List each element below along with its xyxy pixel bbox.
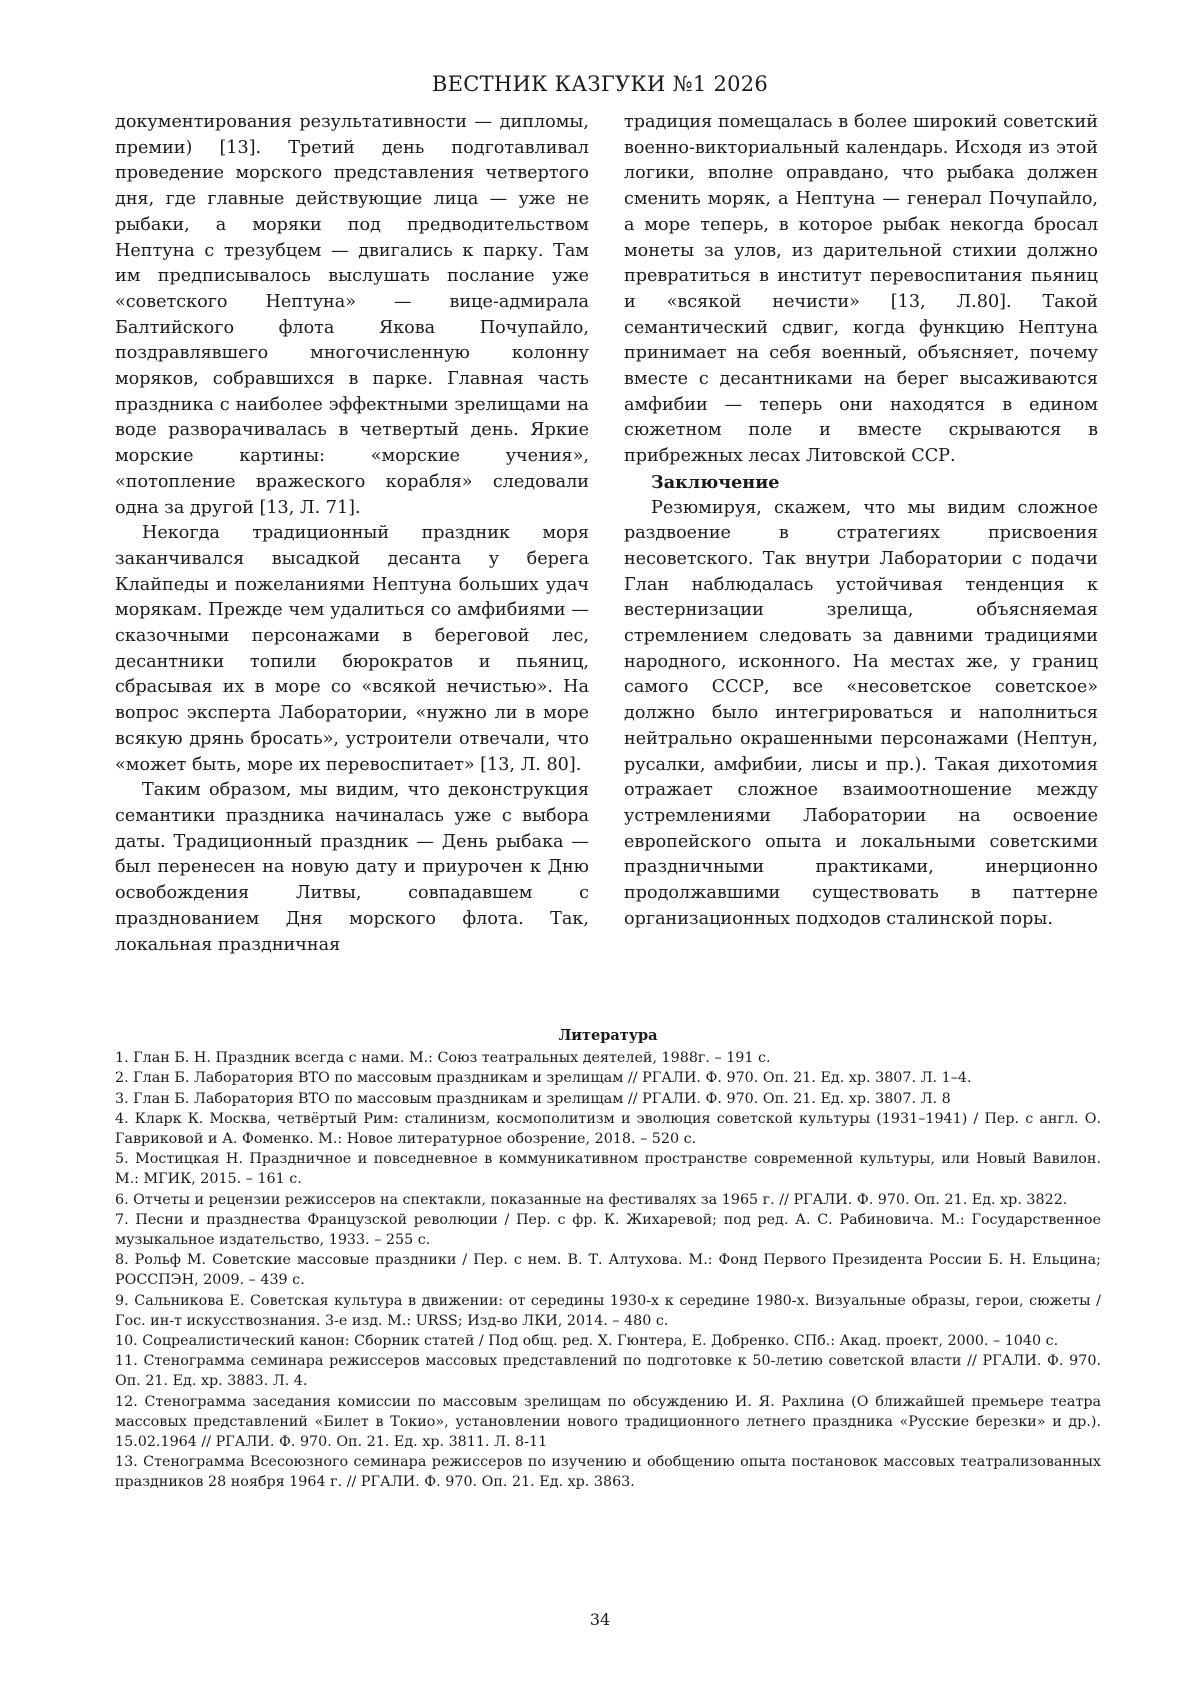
paragraph: Некогда традиционный праздник моря заканчивался высадкой десанта у берега Клайпеды и пожеланиями Нептуна больших удач морякам. Прежде чем удалиться со амфибиями — сказочными персонажами в береговой лес, десантники топили бюрократов и пьяниц, сбрасывая их в море со «всякой нечистью». На вопрос эксперта Лаборатории, «нужно ли в море всякую дрянь бросать», устроители отвечали, что «может быть, море их перевоспитает» [13, Л. 80]. xyxy=(115,523,589,775)
reference-item: 3. Глан Б. Лаборатория ВТО по массовым праздникам и зрелищам // РГАЛИ. Ф. 970. Оп. 21. Ед. хр. 3807. Л. 8 xyxy=(115,1090,951,1107)
reference-item: 2. Глан Б. Лаборатория ВТО по массовым праздникам и зрелищам // РГАЛИ. Ф. 970. Оп. 21. Ед. хр. 3807. Л. 1–4. xyxy=(115,1070,972,1087)
reference-item: 8. Рольф М. Советские массовые праздники / Пер. с нем. В. Т. Алтухова. М.: Фонд Первого Президента России Б. Н. Ельцина; РОССПЭН, 2009. – 439 с. xyxy=(115,1252,1101,1289)
page-number: 34 xyxy=(589,1610,611,1629)
paragraph: Резюмируя, скажем, что мы видим сложное раздвоение в стратегиях присвоения несоветского. Так внутри Лаборатории с подачи Глан наблюдалась устойчивая тенденция к вестернизации зрелища, объясняемая стремлением следовать за давними традициями народного, исконного. На местах же, у границ самого СССР, все «несоветское советское» должно было интегрироваться и наполниться нейтрально окрашенными персонажами (Нептун, русалки, амфибии, лисы и пр.). Такая дихотомия отражает сложное взаимоотношение между устремлениями Лаборатории на освоение европейского опыта и локальными советскими праздничными практиками, инерционно продолжавшими существовать в паттерне организационных подходов сталинской поры. xyxy=(624,497,1098,929)
reference-item: 1. Глан Б. Н. Праздник всегда с нами. М.: Союз театральных деятелей, 1988г. – 191 с. xyxy=(115,1050,771,1067)
paragraph: традиция помещалась в более широкий советский военно-викториальный календарь. Исходя из этой логики, вполне оправдано, что рыбака должен сменить моряк, а Нептуна — генерал Почупайло, а море теперь, в которое рыбак некогда бросал монеты за улов, из дарительной стихии должно превратиться в институт перевоспитания пьяниц и «всякой нечисти» [13, Л.80]. Такой семантический сдвиг, когда функцию Нептуна принимает на себя военный, объясняет, почему вместе с десантниками на берег высаживаются амфибии — теперь они находятся в едином сюжетном поле и вместе скрываются в прибрежных лесах Литовской ССР. xyxy=(624,112,1098,467)
reference-item: 7. Песни и празднества Французской революции / Пер. с фр. К. Жихаревой; под ред. А. С. Рабиновича. М.: Государственное музыкальное издательство, 1933. – 255 с. xyxy=(115,1211,1101,1249)
references-section xyxy=(115,1026,1101,1493)
reference-item: 12. Стенограмма заседания комиссии по массовым зрелищам по обсуждению И. Я. Рахлина (О ближайшей премьере театра массовых представлений «Билет в Токио», установлении нового традиционного летнего праздника «Русские березки» и др.). 15.02.1964 // РГАЛИ. Ф. 970. Оп. 21. Ед. хр. 3811. Л. 8-11 xyxy=(115,1393,1101,1451)
journal-header: ВЕСТНИК КАЗГУКИ №1 2026 xyxy=(431,72,769,96)
paragraph: документирования результативности — дипломы, премии) [13]. Третий день подготавливал проведение морского представления четвертого дня, где главные действующие лица — уже не рыбаки, а моряки под предводительством Нептуна с трезубцем — двигались к парку. Там им предписывалось выслушать послание уже «советского Нептуна» — вице-адмирала Балтийского флота Якова Почупайло, поздравлявшего многочисленную колонну моряков, собравшихся в парке. Главная часть праздника с наиболее эффектными зрелищами на воде разворачивалась в четвертый день. Яркие морские картины: «морские учения», «потопление вражеского корабля» следовали одна за другой [13, Л. 71]. xyxy=(115,112,589,518)
reference-item: 11. Стенограмма семинара режиссеров массовых представлений по подготовке к 50-летию советской власти // РГАЛИ. Ф. 970. Оп. 21. Ед. хр. 3883. Л. 4. xyxy=(115,1353,1101,1390)
reference-item: 13. Стенограмма Всесоюзного семинара режиссеров по изучению и обобщению опыта постановок массовых театрализованных праздников 28 ноября 1964 г. // РГАЛИ. Ф. 970. Оп. 21. Ед. хр. 3863. xyxy=(115,1454,1101,1491)
section-heading-conclusion: Заключение xyxy=(651,471,780,493)
reference-item: 10. Соцреалистический канон: Сборник статей / Под общ. ред. Х. Гюнтера, Е. Добренко. СПб.: Акад. проект, 2000. – 1040 с. xyxy=(115,1333,1059,1350)
reference-item: 4. Кларк К. Москва, четвёртый Рим: сталинизм, космополитизм и эволюция советской культуры (1931–1941) / Пер. с англ. О. Гавриковой и А. Фоменко. М.: Новое литературное обозрение, 2018. – 520 с. xyxy=(115,1110,1101,1148)
reference-item: 6. Отчеты и рецензии режиссеров на спектакли, показанные на фестивалях за 1965 г. // РГАЛИ. Ф. 970. Оп. 21. Ед. хр. 3822. xyxy=(115,1191,1068,1208)
reference-item: 5. Мостицкая Н. Праздничное и повседневное в коммуникативном пространстве современной культуры, или Новый Вавилон. М.: МГИК, 2015. – 161 с. xyxy=(115,1151,1101,1188)
paragraph: Таким образом, мы видим, что деконструкция семантики праздника начиналась уже с выбора даты. Традиционный праздник — День рыбака — был перенесен на новую дату и приурочен к Дню освобождения Литвы, совпадавшем с празднованием Дня морского флота. Так, локальная праздничная xyxy=(115,780,589,955)
right-column xyxy=(624,110,1098,933)
reference-item: 9. Сальникова Е. Советская культура в движении: от середины 1930-х к середине 1980-х. Визуальные образы, герои, сюжеты / Гос. ин-т искусствознания. 3-е изд. М.: URSS; Изд-во ЛКИ, 2014. – 480 с. xyxy=(115,1292,1101,1329)
left-column xyxy=(115,110,589,958)
references-title: Литература xyxy=(558,1027,658,1044)
